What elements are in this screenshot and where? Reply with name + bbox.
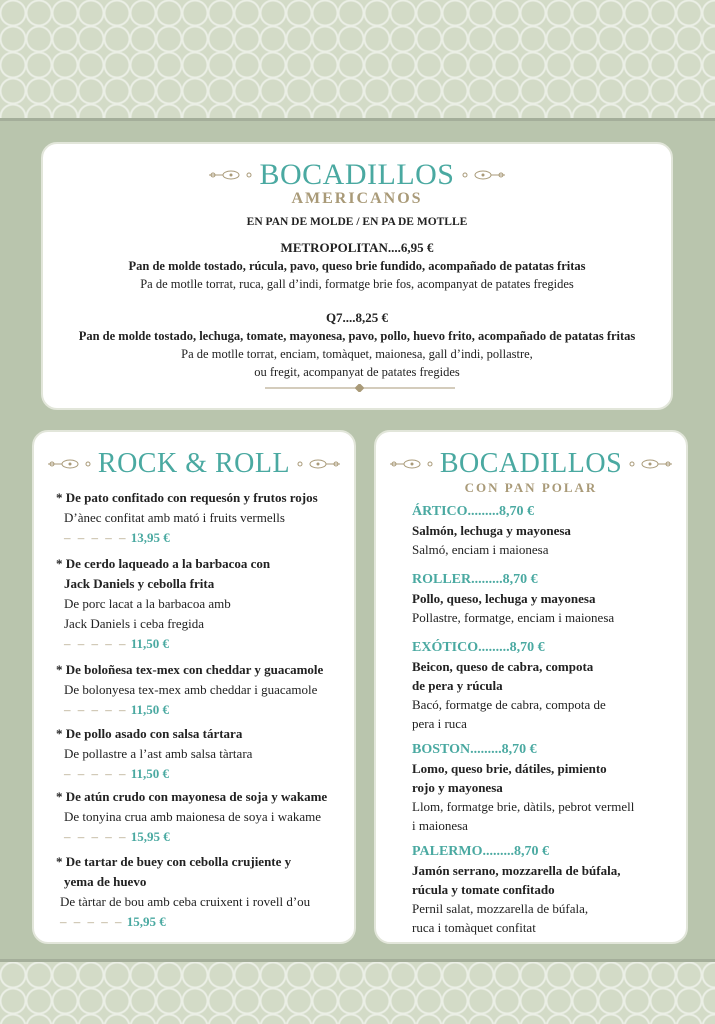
- divider-ornament-icon: [265, 384, 455, 392]
- item-name-price: METROPOLITAN....6,95 €: [280, 240, 434, 255]
- americanos-header: [43, 158, 671, 192]
- list-item: [56, 488, 344, 548]
- item-es: Lomo, queso brie, dátiles, pimiento: [412, 761, 607, 776]
- item-ca: De tàrtar de bou amb ceba cruixent i rovell d’ou: [60, 894, 311, 909]
- dash-line: – – – – –: [60, 914, 124, 929]
- item-es: * De atún crudo con mayonesa de soja y wakame: [56, 789, 328, 804]
- item-es: Beicon, queso de cabra, compota: [412, 659, 594, 674]
- ornament-right-icon: [626, 458, 672, 470]
- rock-title: ROCK & ROLL: [97, 448, 291, 479]
- item-ca: De bolonyesa tex-mex amb cheddar i guacamole: [64, 682, 318, 697]
- item-price: 15,95 €: [130, 829, 170, 844]
- item-ca: De pollastre a l’ast amb salsa tàrtara: [64, 746, 253, 761]
- dash-line: – – – – –: [64, 636, 128, 651]
- list-item: [412, 570, 666, 627]
- item-desc-ca: ou fregit, acompanyat de patates fregides: [254, 365, 460, 379]
- item-ca: i maionesa: [412, 818, 468, 833]
- item-es: * De pato confitado con requesón y frutos rojos: [56, 490, 318, 505]
- americanos-subtitle: AMERICANOS: [291, 190, 423, 207]
- dash-line: – – – – –: [64, 530, 128, 545]
- ornament-right-icon: [459, 169, 505, 181]
- polar-card: [374, 430, 688, 944]
- item-es: rúcula y tomate confitado: [412, 882, 555, 897]
- item-ca: Pollastre, formatge, enciam i maionesa: [412, 610, 615, 625]
- item-es: de pera y rúcula: [412, 678, 503, 693]
- polar-header: [376, 448, 686, 480]
- item-name-price: Q7....8,25 €: [325, 310, 389, 325]
- item-es: yema de huevo: [64, 874, 147, 889]
- item-es: * De pollo asado con salsa tártara: [56, 726, 243, 741]
- list-item: [412, 842, 666, 937]
- item-ca: De tonyina crua amb maionesa de soya i wakame: [64, 809, 322, 824]
- item-es: rojo y mayonesa: [412, 780, 503, 795]
- americanos-title: BOCADILLOS: [259, 158, 455, 191]
- item-price: 15,95 €: [126, 914, 166, 929]
- americanos-card: [41, 142, 673, 410]
- list-item: [56, 660, 344, 720]
- ornament-left-icon: [48, 458, 94, 470]
- item-es: * De cerdo laqueado a la barbacoa con: [56, 556, 271, 571]
- item-price: 13,95 €: [130, 530, 170, 545]
- item-es: Pollo, queso, lechuga y mayonesa: [412, 591, 596, 606]
- item-ca: Llom, formatge brie, dàtils, pebrot vermell: [412, 799, 635, 814]
- item-es: * De boloñesa tex-mex con cheddar y guacamole: [56, 662, 324, 677]
- item-desc-es: Pan de molde tostado, rúcula, pavo, queso brie fundido, acompañado de patatas fritas: [128, 259, 586, 273]
- item-ca: Bacó, formatge de cabra, compota de: [412, 697, 606, 712]
- polar-subtitle: CON PAN POLAR: [464, 480, 598, 495]
- list-item: [56, 852, 344, 932]
- list-item: [412, 502, 666, 559]
- item-desc-ca: Pa de motlle torrat, enciam, tomàquet, maionesa, gall d’indi, pollastre,: [181, 347, 533, 361]
- bread-type: EN PAN DE MOLDE / EN PA DE MOTLLE: [246, 216, 468, 228]
- list-item: [56, 724, 344, 784]
- item-ca: D’ànec confitat amb mató i fruits vermells: [64, 510, 285, 525]
- item-ca: Pernil salat, mozzarella de búfala,: [412, 901, 589, 916]
- item-ca: pera i ruca: [412, 716, 467, 731]
- rock-header: [34, 448, 354, 480]
- dash-line: – – – – –: [64, 702, 128, 717]
- item-name-price: BOSTON.........8,70 €: [412, 742, 537, 757]
- item-ca: Salmó, enciam i maionesa: [412, 542, 549, 557]
- item-name-price: ROLLER.........8,70 €: [412, 572, 538, 587]
- item-desc-es: Pan de molde tostado, lechuga, tomate, mayonesa, pavo, pollo, huevo frito, acompañado de patatas fritas: [78, 329, 636, 343]
- item-price: 11,50 €: [130, 702, 170, 717]
- item-ca: ruca i tomàquet confitat: [412, 920, 536, 935]
- top-pattern-band: [0, 0, 715, 118]
- dash-line: – – – – –: [64, 766, 128, 781]
- polar-title: BOCADILLOS: [439, 448, 623, 479]
- list-item: [412, 740, 666, 835]
- list-item: [56, 554, 344, 654]
- rock-card: [32, 430, 356, 944]
- ornament-left-icon: [390, 458, 436, 470]
- item-name-price: PALERMO.........8,70 €: [412, 844, 550, 859]
- item-ca: Jack Daniels i ceba fregida: [64, 616, 205, 631]
- item-price: 11,50 €: [130, 766, 170, 781]
- bottom-pattern-band: [0, 962, 715, 1024]
- item-es: Jack Daniels y cebolla frita: [64, 576, 215, 591]
- ornament-left-icon: [209, 169, 255, 181]
- ornament-right-icon: [294, 458, 340, 470]
- item-name-price: EXÓTICO.........8,70 €: [412, 640, 545, 655]
- list-item: [56, 787, 344, 847]
- item-es: Salmón, lechuga y mayonesa: [412, 523, 571, 538]
- item-ca: De porc lacat a la barbacoa amb: [64, 596, 231, 611]
- item-price: 11,50 €: [130, 636, 170, 651]
- dash-line: – – – – –: [64, 829, 128, 844]
- item-name-price: ÁRTICO.........8,70 €: [412, 504, 535, 519]
- item-desc-ca: Pa de motlle torrat, ruca, gall d’indi, formatge brie fos, acompanyat de patates fregides: [140, 277, 574, 291]
- item-es: * De tartar de buey con cebolla crujiente y: [56, 854, 292, 869]
- item-es: Jamón serrano, mozzarella de búfala,: [412, 863, 621, 878]
- top-divider: [0, 118, 715, 121]
- list-item: [412, 638, 666, 733]
